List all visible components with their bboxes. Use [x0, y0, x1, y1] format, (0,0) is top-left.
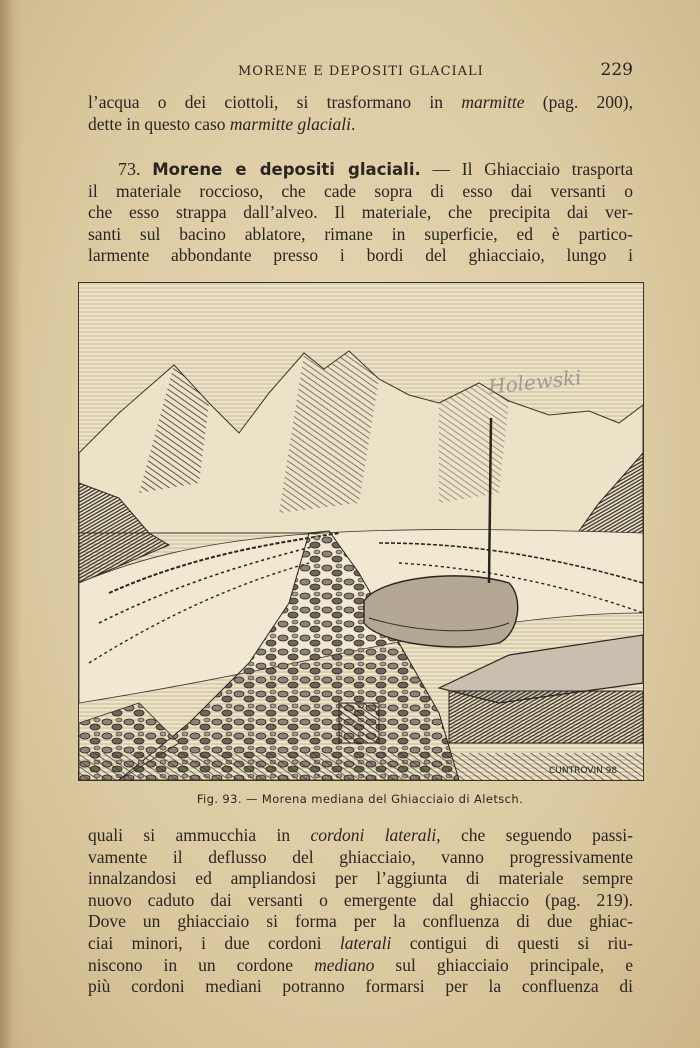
text-line: che esso strappa dall’alveo. Il materiale, che precipita dai ver-: [88, 202, 633, 223]
running-header: [88, 60, 633, 84]
text-line: dette in questo caso marmitte glaciali.: [88, 113, 356, 134]
text-line: nuovo caduto dai versanti o emergente dal ghiaccio (pag. 219).: [88, 889, 633, 910]
text-line: innalzandosi ed ampliandosi per l’aggiunta di materiale sempre: [88, 868, 633, 889]
mountain-shadow: [439, 383, 509, 503]
text-line: vamente il deflusso del ghiacciaio, vanno progressivamente: [88, 846, 633, 867]
engraving-illustration: [79, 283, 643, 780]
glacier-engraving: [78, 282, 644, 781]
text-line: niscono in un cordone mediano sul ghiacciaio principale, e: [88, 954, 633, 975]
section-paragraph: [88, 159, 633, 267]
text-line: più cordoni mediani potranno formarsi per la confluenza di: [88, 976, 633, 997]
engraver-signature: CUNTROVIN 98: [549, 766, 618, 776]
top-paragraph: [88, 92, 633, 135]
text-line: Dove un ghiacciaio si forma per la confluenza di due ghiac-: [88, 911, 633, 932]
figure-caption: Fig. 93. — Morena mediana del Ghiacciaio di Aletsch.: [196, 792, 524, 806]
text-line: santi sul bacino ablatore, rimane in superficie, ed è partico-: [88, 223, 633, 244]
hut-wall: [449, 691, 643, 743]
text-line: larmente abbondante presso i bordi del ghiacciaio, lungo i: [88, 245, 633, 266]
text-line: l’acqua o dei ciottoli, si trasformano in marmitte (pag. 200),: [88, 92, 633, 112]
text-line: il materiale roccioso, che cade sopra di esso dai versanti o: [88, 180, 633, 201]
section-heading-line: 73. Morene e depositi glaciali. — Il Ghiacciaio trasporta: [118, 159, 634, 179]
section-number: 73.: [118, 159, 141, 179]
page-spine-shadow: [0, 0, 22, 1048]
text-line: ciai minori, i due cordoni laterali contigui di questi si riu-: [88, 932, 633, 953]
text-line: quali si ammucchia in cordoni laterali, che seguendo passi-: [88, 825, 633, 845]
stone-pillar: [339, 703, 379, 743]
running-title: MORENE E DEPOSITI GLACIALI: [238, 64, 484, 79]
page-number: 229: [600, 60, 633, 80]
bottom-paragraph: [88, 825, 633, 998]
section-title: Morene e depositi glaciali.: [152, 160, 421, 179]
boulder: [364, 576, 518, 647]
pencil-annotation: Holewski: [487, 365, 583, 399]
